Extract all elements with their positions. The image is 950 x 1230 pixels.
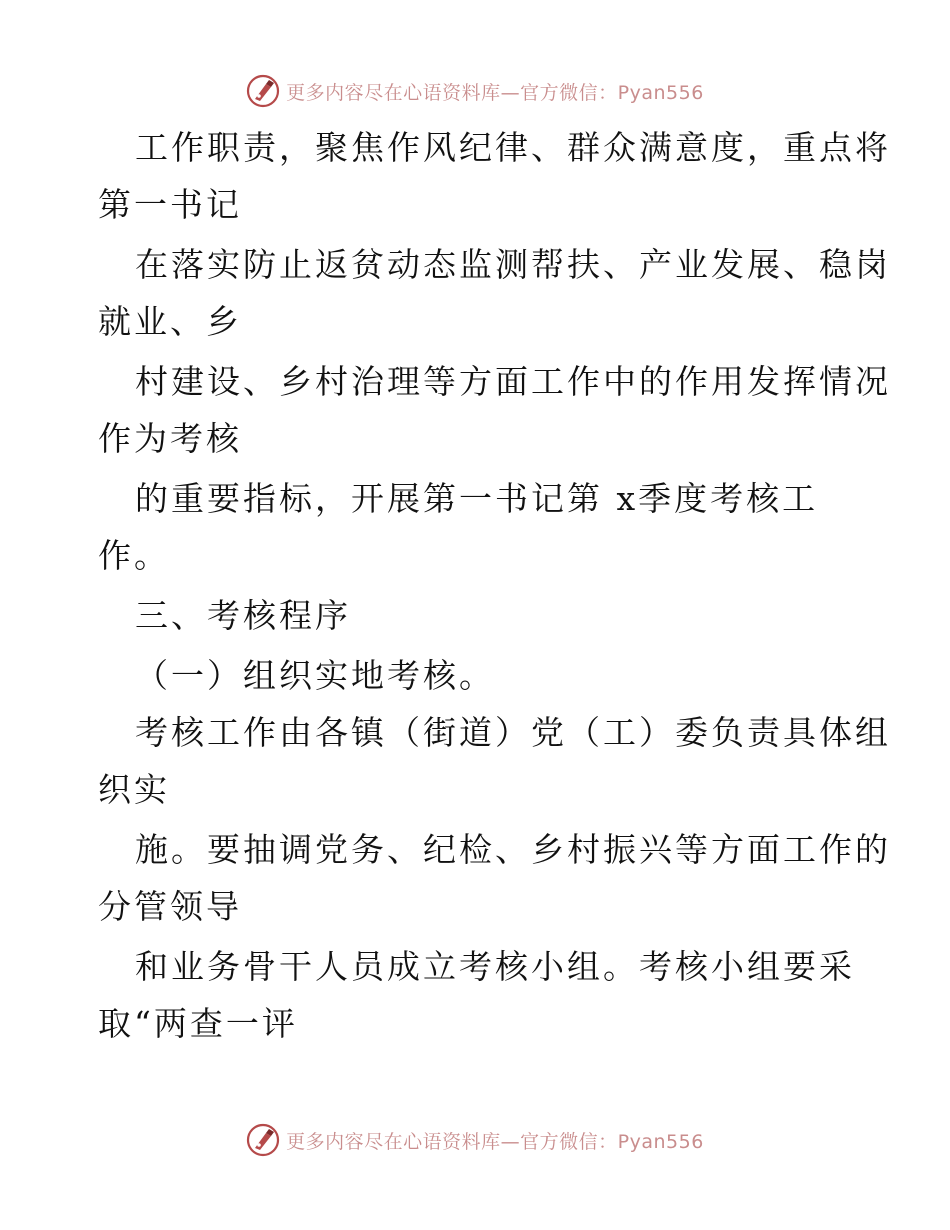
text-line: 作为考核: [98, 419, 242, 458]
fountain-pen-seal-icon: [246, 1123, 280, 1157]
section-heading: 三、考核程序: [135, 596, 351, 635]
text-line: 作。: [98, 536, 170, 575]
text-line: 织实: [98, 770, 170, 809]
text-line: 就业、乡: [98, 302, 242, 341]
text-line: 第一书记: [98, 185, 242, 224]
text-line: 和业务骨干人员成立考核小组。考核小组要采: [135, 947, 855, 986]
text-line: 考核工作由各镇（街道）党（工）委负责具体组: [135, 713, 891, 752]
text-line: 工作职责，聚焦作风纪律、群众满意度，重点将: [135, 128, 891, 167]
watermark-text: 更多内容尽在心语资料库—官方微信：Pyan556: [286, 81, 704, 104]
watermark-text: 更多内容尽在心语资料库—官方微信：Pyan556: [286, 1130, 704, 1153]
text-line: 取“两查一评: [98, 1004, 298, 1043]
text-line: 在落实防止返贫动态监测帮扶、产业发展、稳岗: [135, 245, 891, 284]
footer-watermark: [0, 1120, 950, 1160]
text-line: 村建设、乡村治理等方面工作中的作用发挥情况: [135, 362, 891, 401]
text-line: 的重要指标，开展第一书记第 x季度考核工: [135, 479, 819, 518]
text-line: 分管领导: [98, 887, 242, 926]
text-line: 施。要抽调党务、纪检、乡村振兴等方面工作的: [135, 830, 891, 869]
subsection-heading: （一）组织实地考核。: [135, 656, 495, 695]
